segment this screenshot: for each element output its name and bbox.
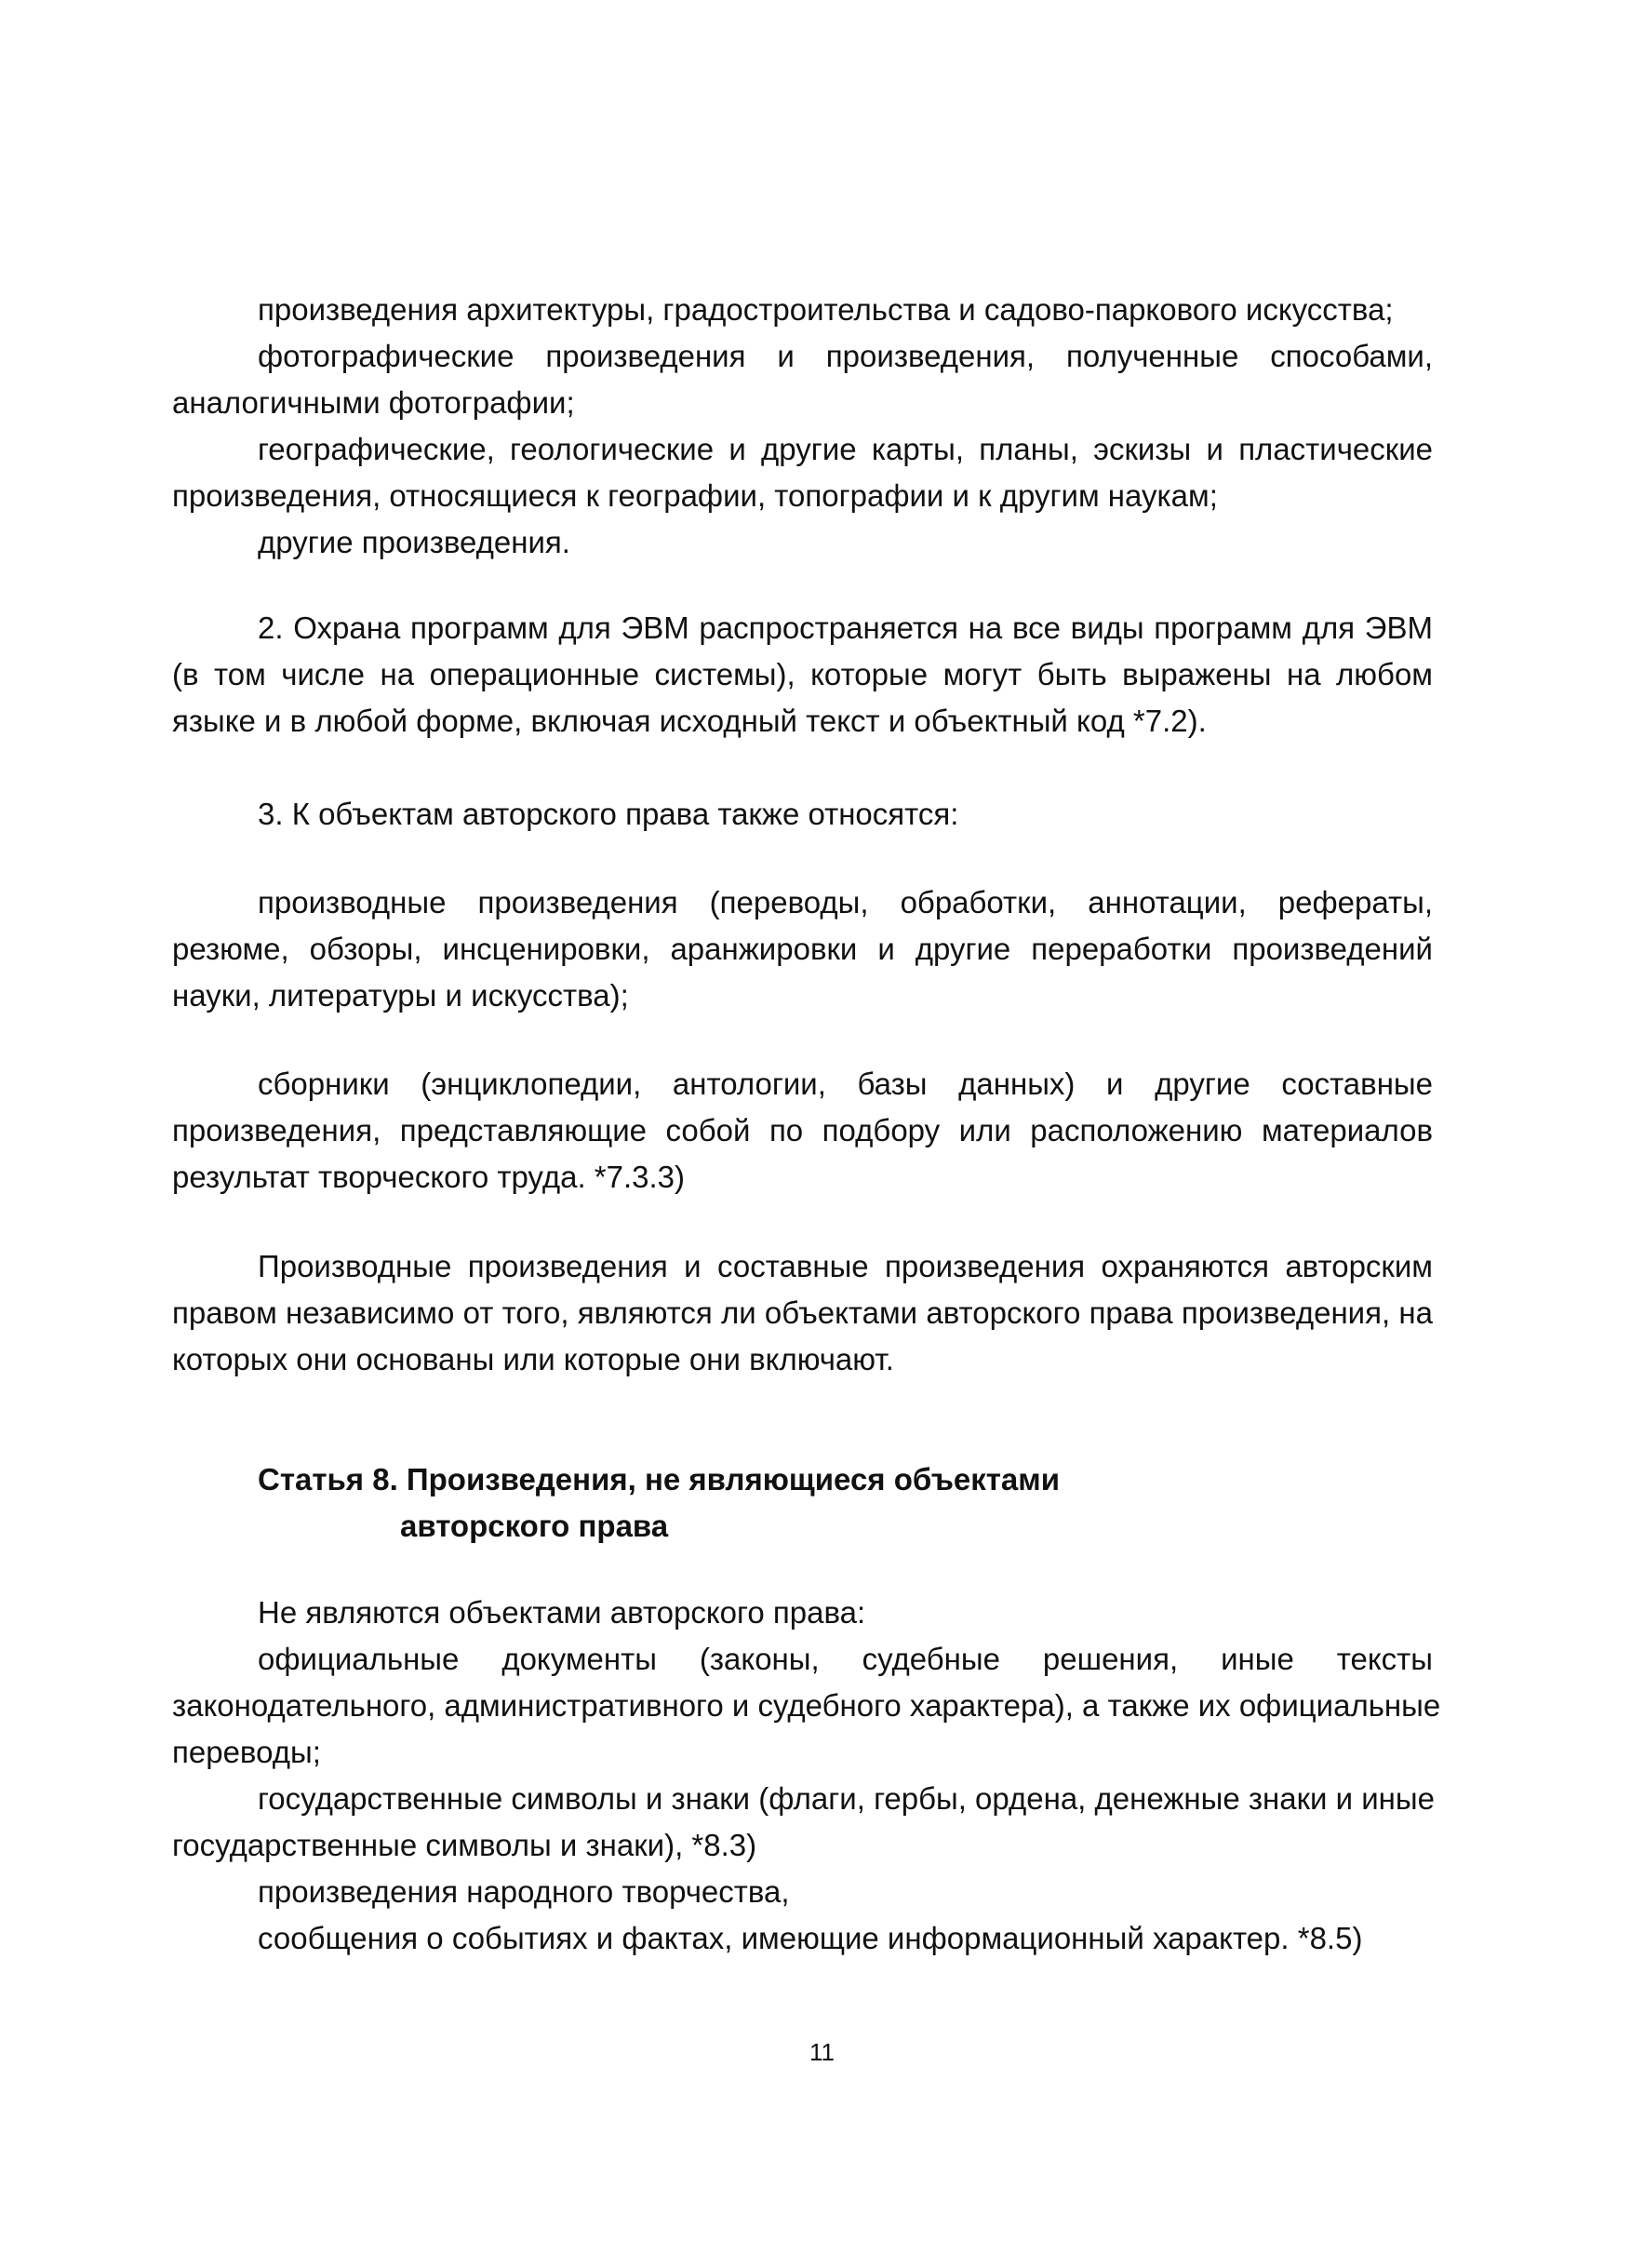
paragraph-collections [172, 1061, 1433, 1201]
news-item: сообщения о событиях и фактах, имеющие информационный характер. *8.5) [258, 1921, 1363, 1955]
paragraph-2-line1: 2. Охрана программ для ЭВМ распространяется на все виды программ для ЭВМ [258, 611, 1433, 645]
list-item-photo-line2: аналогичными фотографии; [172, 385, 575, 420]
derivative-line2: резюме, обзоры, инсценировки, аранжировки и другие переработки произведений [172, 932, 1433, 966]
article-8-heading-line2: авторского права [400, 1509, 669, 1543]
page-number: 11 [809, 2038, 835, 2066]
official-docs-line2: законодательного, административного и судебного характера), а также их официальные [172, 1688, 1441, 1723]
protection-line3: которых они основаны или которые они включают. [172, 1342, 894, 1376]
official-docs-line3: переводы; [172, 1735, 321, 1769]
paragraph-derivative-works [172, 879, 1433, 1019]
protection-line1: Производные произведения и составные произведения охраняются авторским [258, 1249, 1433, 1283]
collections-line3: результат творческого труда. *7.3.3) [172, 1160, 686, 1194]
non-objects-list [172, 1590, 1441, 1962]
paragraph-3-intro [172, 791, 1433, 838]
protection-line2: правом независимо от того, являются ли объектами авторского права произведения, на [172, 1295, 1433, 1330]
list-item-maps-line2: произведения, относящиеся к географии, топографии и к другим наукам; [172, 478, 1218, 513]
derivative-line1: производные произведения (переводы, обработки, аннотации, рефераты, [258, 885, 1433, 919]
collections-line1: сборники (энциклопедии, антологии, базы данных) и другие составные [258, 1067, 1433, 1101]
works-list-continued [172, 287, 1433, 566]
list-item-other: другие произведения. [258, 525, 570, 559]
state-symbols-line1: государственные символы и знаки (флаги, гербы, ордена, денежные знаки и иные [258, 1781, 1435, 1816]
paragraph-2-line3: языке и в любой форме, включая исходный текст и объектный код *7.2). [172, 704, 1207, 738]
article-8-heading [172, 1456, 1433, 1550]
list-item-photo-line1: фотографические произведения и произведения, полученные способами, [258, 339, 1433, 373]
paragraph-3-line1: 3. К объектам авторского права также относятся: [258, 797, 959, 831]
derivative-line3: науки, литературы и искусства); [172, 978, 629, 1013]
folk-art-item: произведения народного творчества, [258, 1874, 790, 1909]
article-8-heading-line1: Статья 8. Произведения, не являющиеся объектами [258, 1462, 1060, 1496]
state-symbols-line2: государственные символы и знаки), *8.3) [172, 1828, 757, 1862]
paragraph-2-programs [172, 605, 1433, 745]
list-item-maps-line1: географические, геологические и другие карты, планы, эскизы и пластические [258, 432, 1433, 466]
paragraph-2-line2: (в том числе на операционные системы), которые могут быть выражены на любом [172, 657, 1433, 691]
list-item-architecture: произведения архитектуры, градостроительства и садово-паркового искусства; [258, 292, 1394, 327]
official-docs-line1: официальные документы (законы, судебные решения, иные тексты [258, 1642, 1433, 1676]
collections-line2: произведения, представляющие собой по подбору или расположению материалов [172, 1113, 1433, 1147]
non-objects-intro: Не являются объектами авторского права: [258, 1595, 866, 1630]
paragraph-protection [172, 1243, 1433, 1383]
